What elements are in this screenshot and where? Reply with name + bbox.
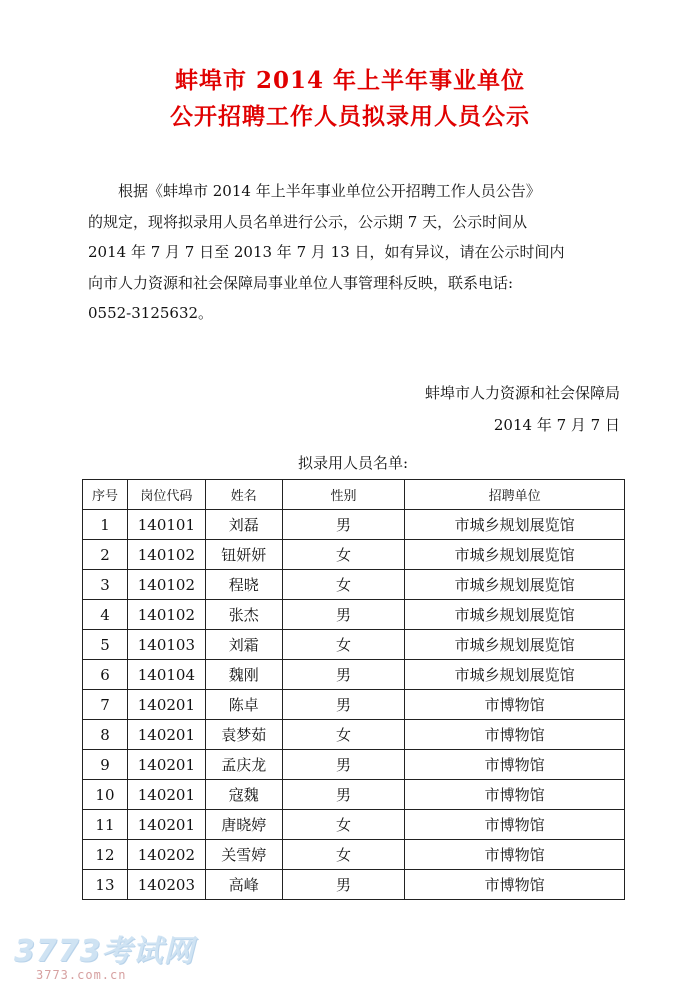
cell-post-code: 140203 — [127, 870, 205, 900]
cell-gender: 女 — [282, 840, 405, 870]
header-employer: 招聘单位 — [405, 480, 625, 510]
header-name: 姓名 — [205, 480, 282, 510]
cell-seq: 4 — [83, 600, 128, 630]
notice-line-5: 0552-3125632。 — [88, 304, 214, 322]
cell-employer: 市博物馆 — [405, 780, 625, 810]
cell-post-code: 140201 — [127, 780, 205, 810]
cell-employer: 市城乡规划展览馆 — [405, 510, 625, 540]
cell-gender: 女 — [282, 810, 405, 840]
cell-seq: 8 — [83, 720, 128, 750]
watermark-url: 3773.com.cn — [36, 968, 127, 982]
cell-seq: 7 — [83, 690, 128, 720]
cell-employer: 市博物馆 — [405, 690, 625, 720]
cell-post-code: 140103 — [127, 630, 205, 660]
cell-employer: 市博物馆 — [405, 720, 625, 750]
cell-seq: 12 — [83, 840, 128, 870]
cell-employer: 市博物馆 — [405, 870, 625, 900]
cell-employer: 市城乡规划展览馆 — [405, 660, 625, 690]
table-row — [83, 660, 625, 690]
table-row — [83, 840, 625, 870]
cell-name: 刘磊 — [205, 510, 282, 540]
cell-post-code: 140201 — [127, 810, 205, 840]
list-title: 拟录用人员名单: — [298, 454, 409, 472]
table-row — [83, 630, 625, 660]
cell-gender: 女 — [282, 630, 405, 660]
table-body — [83, 510, 625, 900]
cell-name: 袁梦茹 — [205, 720, 282, 750]
table-row — [83, 750, 625, 780]
cell-post-code: 140104 — [127, 660, 205, 690]
cell-post-code: 140101 — [127, 510, 205, 540]
table-header-row — [83, 480, 625, 510]
cell-gender: 女 — [282, 570, 405, 600]
cell-employer: 市博物馆 — [405, 810, 625, 840]
notice-line-4: 向市人力资源和社会保障局事业单位人事管理科反映，联系电话: — [88, 273, 514, 292]
site-watermark — [14, 926, 195, 982]
cell-seq: 1 — [83, 510, 128, 540]
header-gender: 性别 — [282, 480, 405, 510]
header-seq: 序号 — [83, 480, 128, 510]
cell-name: 高峰 — [205, 870, 282, 900]
cell-seq: 5 — [83, 630, 128, 660]
cell-employer: 市城乡规划展览馆 — [405, 570, 625, 600]
signature-organization: 蚌埠市人力资源和社会保障局 — [424, 384, 620, 402]
cell-gender: 男 — [282, 780, 405, 810]
notice-line-1: 根据《蚌埠市 2014 年上半年事业单位公开招聘工作人员公告》 — [118, 182, 541, 200]
cell-seq: 9 — [83, 750, 128, 780]
notice-line-3: 2014 年 7 月 7 日至 2013 年 7 月 13 日，如有异议，请在公示时间内 — [88, 243, 565, 261]
cell-seq: 11 — [83, 810, 128, 840]
signature-date: 2014 年 7 月 7 日 — [493, 416, 620, 434]
cell-seq: 2 — [83, 540, 128, 570]
cell-gender: 男 — [282, 660, 405, 690]
cell-name: 钮妍妍 — [205, 540, 282, 570]
cell-name: 程晓 — [205, 570, 282, 600]
cell-gender: 男 — [282, 690, 405, 720]
table-row — [83, 780, 625, 810]
cell-name: 关雪婷 — [205, 840, 282, 870]
watermark-logo-text: 3773考试网 — [14, 934, 195, 969]
table-row — [83, 600, 625, 630]
document-title-line-1: 蚌埠市 2014 年上半年事业单位 — [174, 67, 526, 94]
cell-post-code: 140102 — [127, 540, 205, 570]
table-row — [83, 810, 625, 840]
cell-gender: 男 — [282, 510, 405, 540]
cell-post-code: 140202 — [127, 840, 205, 870]
cell-name: 魏刚 — [205, 660, 282, 690]
cell-employer: 市博物馆 — [405, 750, 625, 780]
cell-name: 寇魏 — [205, 780, 282, 810]
cell-gender: 男 — [282, 870, 405, 900]
cell-post-code: 140201 — [127, 690, 205, 720]
cell-name: 陈卓 — [205, 690, 282, 720]
cell-gender: 女 — [282, 720, 405, 750]
table-row — [83, 510, 625, 540]
cell-seq: 6 — [83, 660, 128, 690]
cell-gender: 男 — [282, 750, 405, 780]
cell-post-code: 140102 — [127, 600, 205, 630]
cell-name: 刘霜 — [205, 630, 282, 660]
cell-seq: 3 — [83, 570, 128, 600]
cell-name: 孟庆龙 — [205, 750, 282, 780]
cell-post-code: 140201 — [127, 720, 205, 750]
cell-post-code: 140102 — [127, 570, 205, 600]
notice-paragraph — [88, 176, 633, 329]
cell-seq: 13 — [83, 870, 128, 900]
cell-employer: 市城乡规划展览馆 — [405, 630, 625, 660]
header-post-code: 岗位代码 — [127, 480, 205, 510]
cell-employer: 市博物馆 — [405, 840, 625, 870]
cell-post-code: 140201 — [127, 750, 205, 780]
cell-name: 张杰 — [205, 600, 282, 630]
table-row — [83, 540, 625, 570]
cell-employer: 市城乡规划展览馆 — [405, 540, 625, 570]
table-row — [83, 570, 625, 600]
notice-line-2: 的规定，现将拟录用人员名单进行公示，公示期 7 天，公示时间从 — [88, 212, 528, 231]
table-row — [83, 870, 625, 900]
cell-seq: 10 — [83, 780, 128, 810]
cell-gender: 男 — [282, 600, 405, 630]
document-title-line-2: 公开招聘工作人员拟录用人员公示 — [170, 103, 530, 130]
hiring-roster-table — [82, 479, 625, 900]
table-row — [83, 690, 625, 720]
table-row — [83, 720, 625, 750]
cell-gender: 女 — [282, 540, 405, 570]
cell-employer: 市城乡规划展览馆 — [405, 600, 625, 630]
cell-name: 唐晓婷 — [205, 810, 282, 840]
